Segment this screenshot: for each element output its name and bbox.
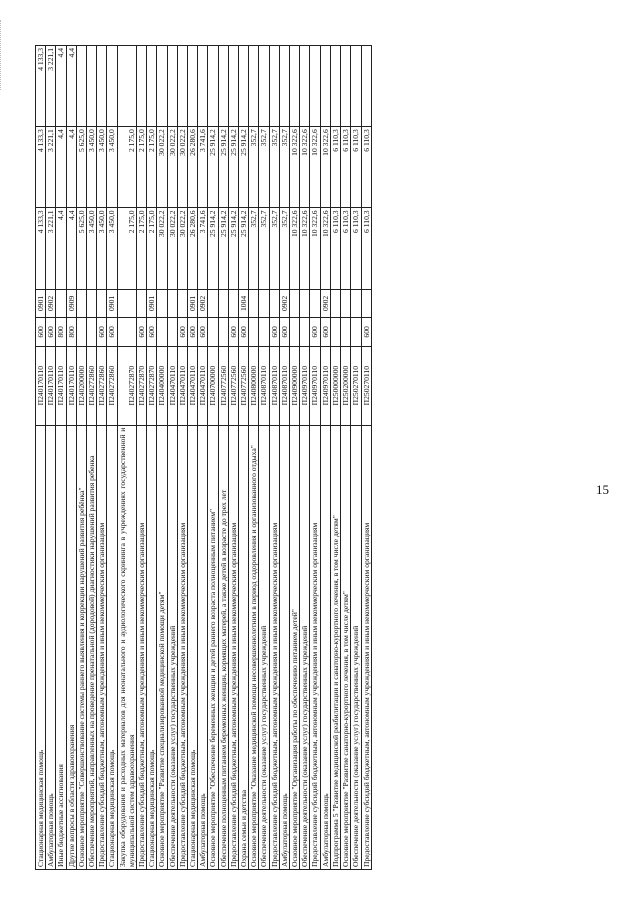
cell-section: 1004 <box>239 289 249 318</box>
cell-amount-2: 2 175,0 <box>117 127 136 208</box>
cell-name: Обеспечение мероприятий, направленных на проведение пренатальной (дородовой) диагностики нарушений развития ребенка <box>87 425 97 869</box>
cell-name: Предоставление субсидий бюджетным, автономным учреждениям и иным некоммерческим организациям <box>97 425 107 869</box>
cell-code: П250270110 <box>361 346 371 425</box>
cell-section <box>330 289 340 318</box>
cell-name: Обеспечение деятельности (оказание услуг) государственных учреждений <box>300 425 310 869</box>
cell-name: Предоставление субсидий бюджетным, автономным учреждениям и иным некоммерческим организациям <box>269 425 279 869</box>
table-row <box>279 46 289 870</box>
cell-amount-3: 4,4 <box>66 46 76 127</box>
cell-amount-3 <box>97 46 107 127</box>
cell-section <box>341 289 351 318</box>
cell-section: 0901 <box>36 289 46 318</box>
cell-amount-3 <box>310 46 320 127</box>
table-row <box>167 46 177 870</box>
cell-code: П240272870 <box>137 346 147 425</box>
cell-code: П240400000 <box>157 346 167 425</box>
cell-amount-2: 3 450,0 <box>87 127 97 208</box>
table-row <box>87 46 97 870</box>
cell-amount-3 <box>137 46 147 127</box>
cell-code: П240272870 <box>147 346 157 425</box>
cell-code: П240470110 <box>177 346 187 425</box>
cell-amount-2: 3 741,6 <box>198 127 208 208</box>
cell-section <box>208 289 218 318</box>
table-row <box>188 46 198 870</box>
table-row <box>249 46 259 870</box>
cell-name: Основное мероприятие "Организация работы по обеспечению питанием детей" <box>290 425 300 869</box>
cell-amount-1: 10 322,6 <box>320 208 330 289</box>
cell-expense-type <box>87 318 97 347</box>
cell-name: Предоставление субсидий бюджетным, автономным учреждениям и иным некоммерческим организациям <box>228 425 238 869</box>
cell-name: Другие вопросы в области здравоохранения <box>66 425 76 869</box>
cell-expense-type: 600 <box>228 318 238 347</box>
cell-amount-2: 2 175,0 <box>147 127 157 208</box>
rotated-table-container <box>35 45 580 870</box>
cell-expense-type <box>290 318 300 347</box>
cell-code: П250270110 <box>351 346 361 425</box>
cell-amount-3 <box>188 46 198 127</box>
cell-amount-3 <box>117 46 136 127</box>
cell-amount-1: 10 322,6 <box>300 208 310 289</box>
table-row <box>97 46 107 870</box>
cell-amount-2: 352,7 <box>269 127 279 208</box>
cell-section <box>228 289 238 318</box>
cell-expense-type: 600 <box>107 318 117 347</box>
cell-expense-type: 800 <box>66 318 76 347</box>
cell-code: П240200000 <box>76 346 86 425</box>
cell-amount-1: 4,4 <box>66 208 76 289</box>
cell-amount-1: 6 110,3 <box>341 208 351 289</box>
cell-section <box>137 289 147 318</box>
cell-code: П240772560 <box>239 346 249 425</box>
cell-amount-2: 6 110,3 <box>330 127 340 208</box>
cell-amount-2: 25 914,2 <box>239 127 249 208</box>
cell-amount-1: 10 322,6 <box>290 208 300 289</box>
table-row <box>290 46 300 870</box>
cell-amount-3 <box>351 46 361 127</box>
cell-name: Обеспечение деятельности (оказание услуг) государственных учреждений <box>351 425 361 869</box>
table-row <box>320 46 330 870</box>
cell-name: Амбулаторная помощь <box>279 425 289 869</box>
cell-expense-type <box>208 318 218 347</box>
cell-name: Предоставление субсидий бюджетным, автономным учреждениям и иным некоммерческим организациям <box>361 425 371 869</box>
table-row <box>341 46 351 870</box>
cell-name: Предоставление субсидий бюджетным, автономным учреждениям и иным некоммерческим организациям <box>177 425 187 869</box>
cell-expense-type: 600 <box>188 318 198 347</box>
cell-amount-2: 6 110,3 <box>341 127 351 208</box>
table-row <box>36 46 46 870</box>
cell-amount-3 <box>341 46 351 127</box>
cell-amount-2: 352,7 <box>259 127 269 208</box>
cell-amount-3 <box>320 46 330 127</box>
cell-amount-1: 6 110,3 <box>351 208 361 289</box>
cell-expense-type: 600 <box>279 318 289 347</box>
cell-section <box>269 289 279 318</box>
cell-amount-3 <box>249 46 259 127</box>
cell-amount-2: 4,4 <box>66 127 76 208</box>
cell-amount-2: 3 450,0 <box>107 127 117 208</box>
cell-amount-2: 352,7 <box>279 127 289 208</box>
cell-expense-type: 600 <box>36 318 46 347</box>
cell-amount-1: 26 280,6 <box>188 208 198 289</box>
cell-section <box>310 289 320 318</box>
cell-amount-1: 2 175,0 <box>147 208 157 289</box>
cell-amount-2: 4 133,3 <box>36 127 46 208</box>
cell-amount-1: 6 110,3 <box>330 208 340 289</box>
cell-amount-3 <box>228 46 238 127</box>
table-row <box>56 46 66 870</box>
cell-amount-2: 25 914,2 <box>208 127 218 208</box>
cell-section <box>361 289 371 318</box>
cell-expense-type <box>167 318 177 347</box>
cell-section <box>290 289 300 318</box>
cell-amount-3 <box>147 46 157 127</box>
budget-table <box>35 45 372 870</box>
table-row <box>310 46 320 870</box>
cell-amount-3: 3 221,1 <box>46 46 56 127</box>
page-number: 15 <box>596 482 609 497</box>
cell-code: П240470110 <box>167 346 177 425</box>
cell-expense-type <box>351 318 361 347</box>
table-row <box>137 46 147 870</box>
table-row <box>76 46 86 870</box>
cell-amount-3 <box>157 46 167 127</box>
cell-amount-2: 25 914,2 <box>228 127 238 208</box>
cell-name: Стационарная медицинская помощь <box>107 425 117 869</box>
cell-amount-2: 10 322,6 <box>320 127 330 208</box>
cell-amount-1: 2 175,0 <box>137 208 147 289</box>
cell-name: Предоставление субсидий бюджетным, автономным учреждениям и иным некоммерческим организациям <box>137 425 147 869</box>
table-row <box>177 46 187 870</box>
cell-amount-2: 3 450,0 <box>97 127 107 208</box>
cell-expense-type <box>259 318 269 347</box>
cell-code: П240970110 <box>300 346 310 425</box>
cell-amount-1: 3 450,0 <box>87 208 97 289</box>
table-row <box>330 46 340 870</box>
cell-amount-1: 25 914,2 <box>208 208 218 289</box>
cell-amount-3: 4,4 <box>56 46 66 127</box>
cell-section: 0901 <box>107 289 117 318</box>
cell-section <box>177 289 187 318</box>
cell-name: Основное мероприятие "Обеспечение беременных женщин и детей раннего возраста полноценным питанием" <box>208 425 218 869</box>
cell-expense-type: 600 <box>137 318 147 347</box>
cell-name: Амбулаторная помощь <box>320 425 330 869</box>
cell-amount-2: 30 022,2 <box>177 127 187 208</box>
cell-amount-1: 352,7 <box>259 208 269 289</box>
cell-amount-2: 352,7 <box>249 127 259 208</box>
cell-section: 0902 <box>198 289 208 318</box>
table-row <box>46 46 56 870</box>
cell-section <box>157 289 167 318</box>
cell-code: П240800000 <box>249 346 259 425</box>
table-row <box>259 46 269 870</box>
table-row <box>228 46 238 870</box>
cell-name: Обеспечение деятельности (оказание услуг) государственных учреждений <box>167 425 177 869</box>
cell-amount-1: 25 914,2 <box>218 208 228 289</box>
table-row <box>107 46 117 870</box>
cell-expense-type: 600 <box>46 318 56 347</box>
cell-amount-3 <box>361 46 371 127</box>
cell-name: Обеспечение полноценным питанием беременных женщин, кормящих матерей, а также детей в возрасте до трех лет <box>218 425 228 869</box>
cell-amount-3 <box>87 46 97 127</box>
cell-code: П240170110 <box>56 346 66 425</box>
cell-code: П240170110 <box>66 346 76 425</box>
cell-section: 0902 <box>320 289 330 318</box>
cell-amount-3 <box>239 46 249 127</box>
cell-amount-2: 6 110,3 <box>361 127 371 208</box>
cell-expense-type <box>341 318 351 347</box>
cell-amount-2: 10 322,6 <box>290 127 300 208</box>
cell-amount-3 <box>330 46 340 127</box>
cell-expense-type <box>249 318 259 347</box>
cell-amount-2: 5 625,0 <box>76 127 86 208</box>
cell-amount-3 <box>107 46 117 127</box>
cell-code: П240970110 <box>310 346 320 425</box>
table-row <box>147 46 157 870</box>
cell-amount-1: 352,7 <box>279 208 289 289</box>
cell-code: П240870110 <box>269 346 279 425</box>
cell-expense-type <box>300 318 310 347</box>
cell-amount-1: 3 450,0 <box>97 208 107 289</box>
cell-amount-2: 10 322,6 <box>310 127 320 208</box>
cell-amount-3 <box>208 46 218 127</box>
cell-amount-1: 5 625,0 <box>76 208 86 289</box>
cell-code: П240272860 <box>97 346 107 425</box>
cell-section <box>56 289 66 318</box>
cell-expense-type: 600 <box>361 318 371 347</box>
cell-expense-type: 600 <box>320 318 330 347</box>
cell-expense-type: 600 <box>177 318 187 347</box>
cell-amount-3: 4 133,3 <box>36 46 46 127</box>
cell-amount-3 <box>167 46 177 127</box>
cell-amount-1: 3 450,0 <box>107 208 117 289</box>
cell-amount-2: 25 914,2 <box>218 127 228 208</box>
cell-amount-3 <box>198 46 208 127</box>
cell-code: П240870110 <box>259 346 269 425</box>
cell-expense-type <box>117 318 136 347</box>
cell-amount-3 <box>300 46 310 127</box>
cell-code: П250000000 <box>330 346 340 425</box>
table-row <box>218 46 228 870</box>
cell-code: П240700000 <box>208 346 218 425</box>
cell-amount-1: 3 741,6 <box>198 208 208 289</box>
cell-section <box>218 289 228 318</box>
cell-expense-type: 600 <box>239 318 249 347</box>
cell-section <box>76 289 86 318</box>
cell-name: Охрана семьи и детства <box>239 425 249 869</box>
cell-amount-1: 30 022,2 <box>157 208 167 289</box>
cell-amount-2: 2 175,0 <box>137 127 147 208</box>
cell-code: П240772560 <box>228 346 238 425</box>
budget-table-body <box>36 46 372 870</box>
cell-amount-1: 25 914,2 <box>228 208 238 289</box>
cell-name: Закупка оборудования и расходных материалов для неонатального и аудиологического скрининга в учреждениях государственной и муниципальной систем здравоохранения <box>117 425 136 869</box>
cell-expense-type: 600 <box>97 318 107 347</box>
cell-code: П240970110 <box>320 346 330 425</box>
cell-section <box>249 289 259 318</box>
cell-amount-3 <box>279 46 289 127</box>
cell-code: П240900000 <box>290 346 300 425</box>
cell-amount-3 <box>177 46 187 127</box>
cell-section: 0909 <box>66 289 76 318</box>
cell-name: Подпрограмма 5 "Развитие медицинской реабилитации и санаторно-курортного лечения, в том числе детям" <box>330 425 340 869</box>
cell-code: П240470110 <box>198 346 208 425</box>
cell-name: Иные бюджетные ассигнования <box>56 425 66 869</box>
scan-edge-mark <box>0 20 13 90</box>
cell-amount-1: 30 022,2 <box>167 208 177 289</box>
cell-amount-2: 30 022,2 <box>157 127 167 208</box>
cell-section: 0901 <box>188 289 198 318</box>
cell-amount-2: 4,4 <box>56 127 66 208</box>
cell-amount-3 <box>259 46 269 127</box>
cell-expense-type <box>76 318 86 347</box>
cell-amount-1: 4 133,3 <box>36 208 46 289</box>
cell-section <box>97 289 107 318</box>
cell-name: Основное мероприятие "Оказание медицинской помощи несовершеннолетним в период оздоровления и организованного отдыха" <box>249 425 259 869</box>
cell-section: 0902 <box>279 289 289 318</box>
cell-expense-type: 600 <box>310 318 320 347</box>
cell-section <box>351 289 361 318</box>
cell-expense-type <box>157 318 167 347</box>
cell-amount-1: 352,7 <box>269 208 279 289</box>
cell-section <box>167 289 177 318</box>
cell-code: П240870110 <box>279 346 289 425</box>
table-row <box>361 46 371 870</box>
cell-amount-1: 352,7 <box>249 208 259 289</box>
cell-name: Стационарная медицинская помощь <box>147 425 157 869</box>
table-row <box>198 46 208 870</box>
cell-code: П250200000 <box>341 346 351 425</box>
cell-section: 0901 <box>147 289 157 318</box>
cell-name: Основное мероприятие "Совершенствование системы раннего выявления и коррекции нарушений развития ребёнка" <box>76 425 86 869</box>
cell-amount-1: 10 322,6 <box>310 208 320 289</box>
cell-amount-3 <box>76 46 86 127</box>
cell-expense-type: 600 <box>147 318 157 347</box>
cell-code: П240470110 <box>188 346 198 425</box>
table-row <box>208 46 218 870</box>
cell-amount-1: 25 914,2 <box>239 208 249 289</box>
cell-amount-1: 6 110,3 <box>361 208 371 289</box>
cell-section <box>259 289 269 318</box>
cell-expense-type <box>218 318 228 347</box>
cell-name: Основное мероприятие "Развитие санаторно-курортного лечения, в том числе детям" <box>341 425 351 869</box>
cell-code: П240272860 <box>87 346 97 425</box>
table-row <box>66 46 76 870</box>
cell-code: П240272860 <box>107 346 117 425</box>
cell-name: Амбулаторная помощь <box>198 425 208 869</box>
cell-amount-2: 10 322,6 <box>300 127 310 208</box>
cell-code: П240170110 <box>46 346 56 425</box>
cell-amount-1: 4,4 <box>56 208 66 289</box>
cell-amount-1: 3 221,1 <box>46 208 56 289</box>
table-row <box>239 46 249 870</box>
cell-amount-2: 6 110,3 <box>351 127 361 208</box>
cell-name: Амбулаторная помощь <box>46 425 56 869</box>
cell-name: Предоставление субсидий бюджетным, автономным учреждениям и иным некоммерческим организациям <box>310 425 320 869</box>
cell-amount-3 <box>269 46 279 127</box>
cell-name: Стационарная медицинская помощь <box>36 425 46 869</box>
cell-amount-1: 2 175,0 <box>117 208 136 289</box>
table-row <box>300 46 310 870</box>
cell-amount-2: 30 022,2 <box>167 127 177 208</box>
cell-expense-type: 800 <box>56 318 66 347</box>
cell-section <box>87 289 97 318</box>
cell-amount-1: 30 022,2 <box>177 208 187 289</box>
table-row <box>157 46 167 870</box>
cell-expense-type <box>330 318 340 347</box>
cell-expense-type: 600 <box>198 318 208 347</box>
cell-section: 0902 <box>46 289 56 318</box>
cell-amount-2: 3 221,1 <box>46 127 56 208</box>
cell-amount-3 <box>218 46 228 127</box>
table-row <box>269 46 279 870</box>
cell-code: П240772560 <box>218 346 228 425</box>
cell-name: Основное мероприятие "Развитие специализированной медицинской помощи детям" <box>157 425 167 869</box>
cell-amount-3 <box>290 46 300 127</box>
cell-section <box>117 289 136 318</box>
cell-code: П240272870 <box>117 346 136 425</box>
table-row <box>117 46 136 870</box>
cell-name: Стационарная медицинская помощь <box>188 425 198 869</box>
cell-name: Обеспечение деятельности (оказание услуг) государственных учреждений <box>259 425 269 869</box>
cell-code: П240170110 <box>36 346 46 425</box>
cell-expense-type: 600 <box>269 318 279 347</box>
cell-section <box>300 289 310 318</box>
table-row <box>351 46 361 870</box>
cell-amount-2: 26 280,6 <box>188 127 198 208</box>
